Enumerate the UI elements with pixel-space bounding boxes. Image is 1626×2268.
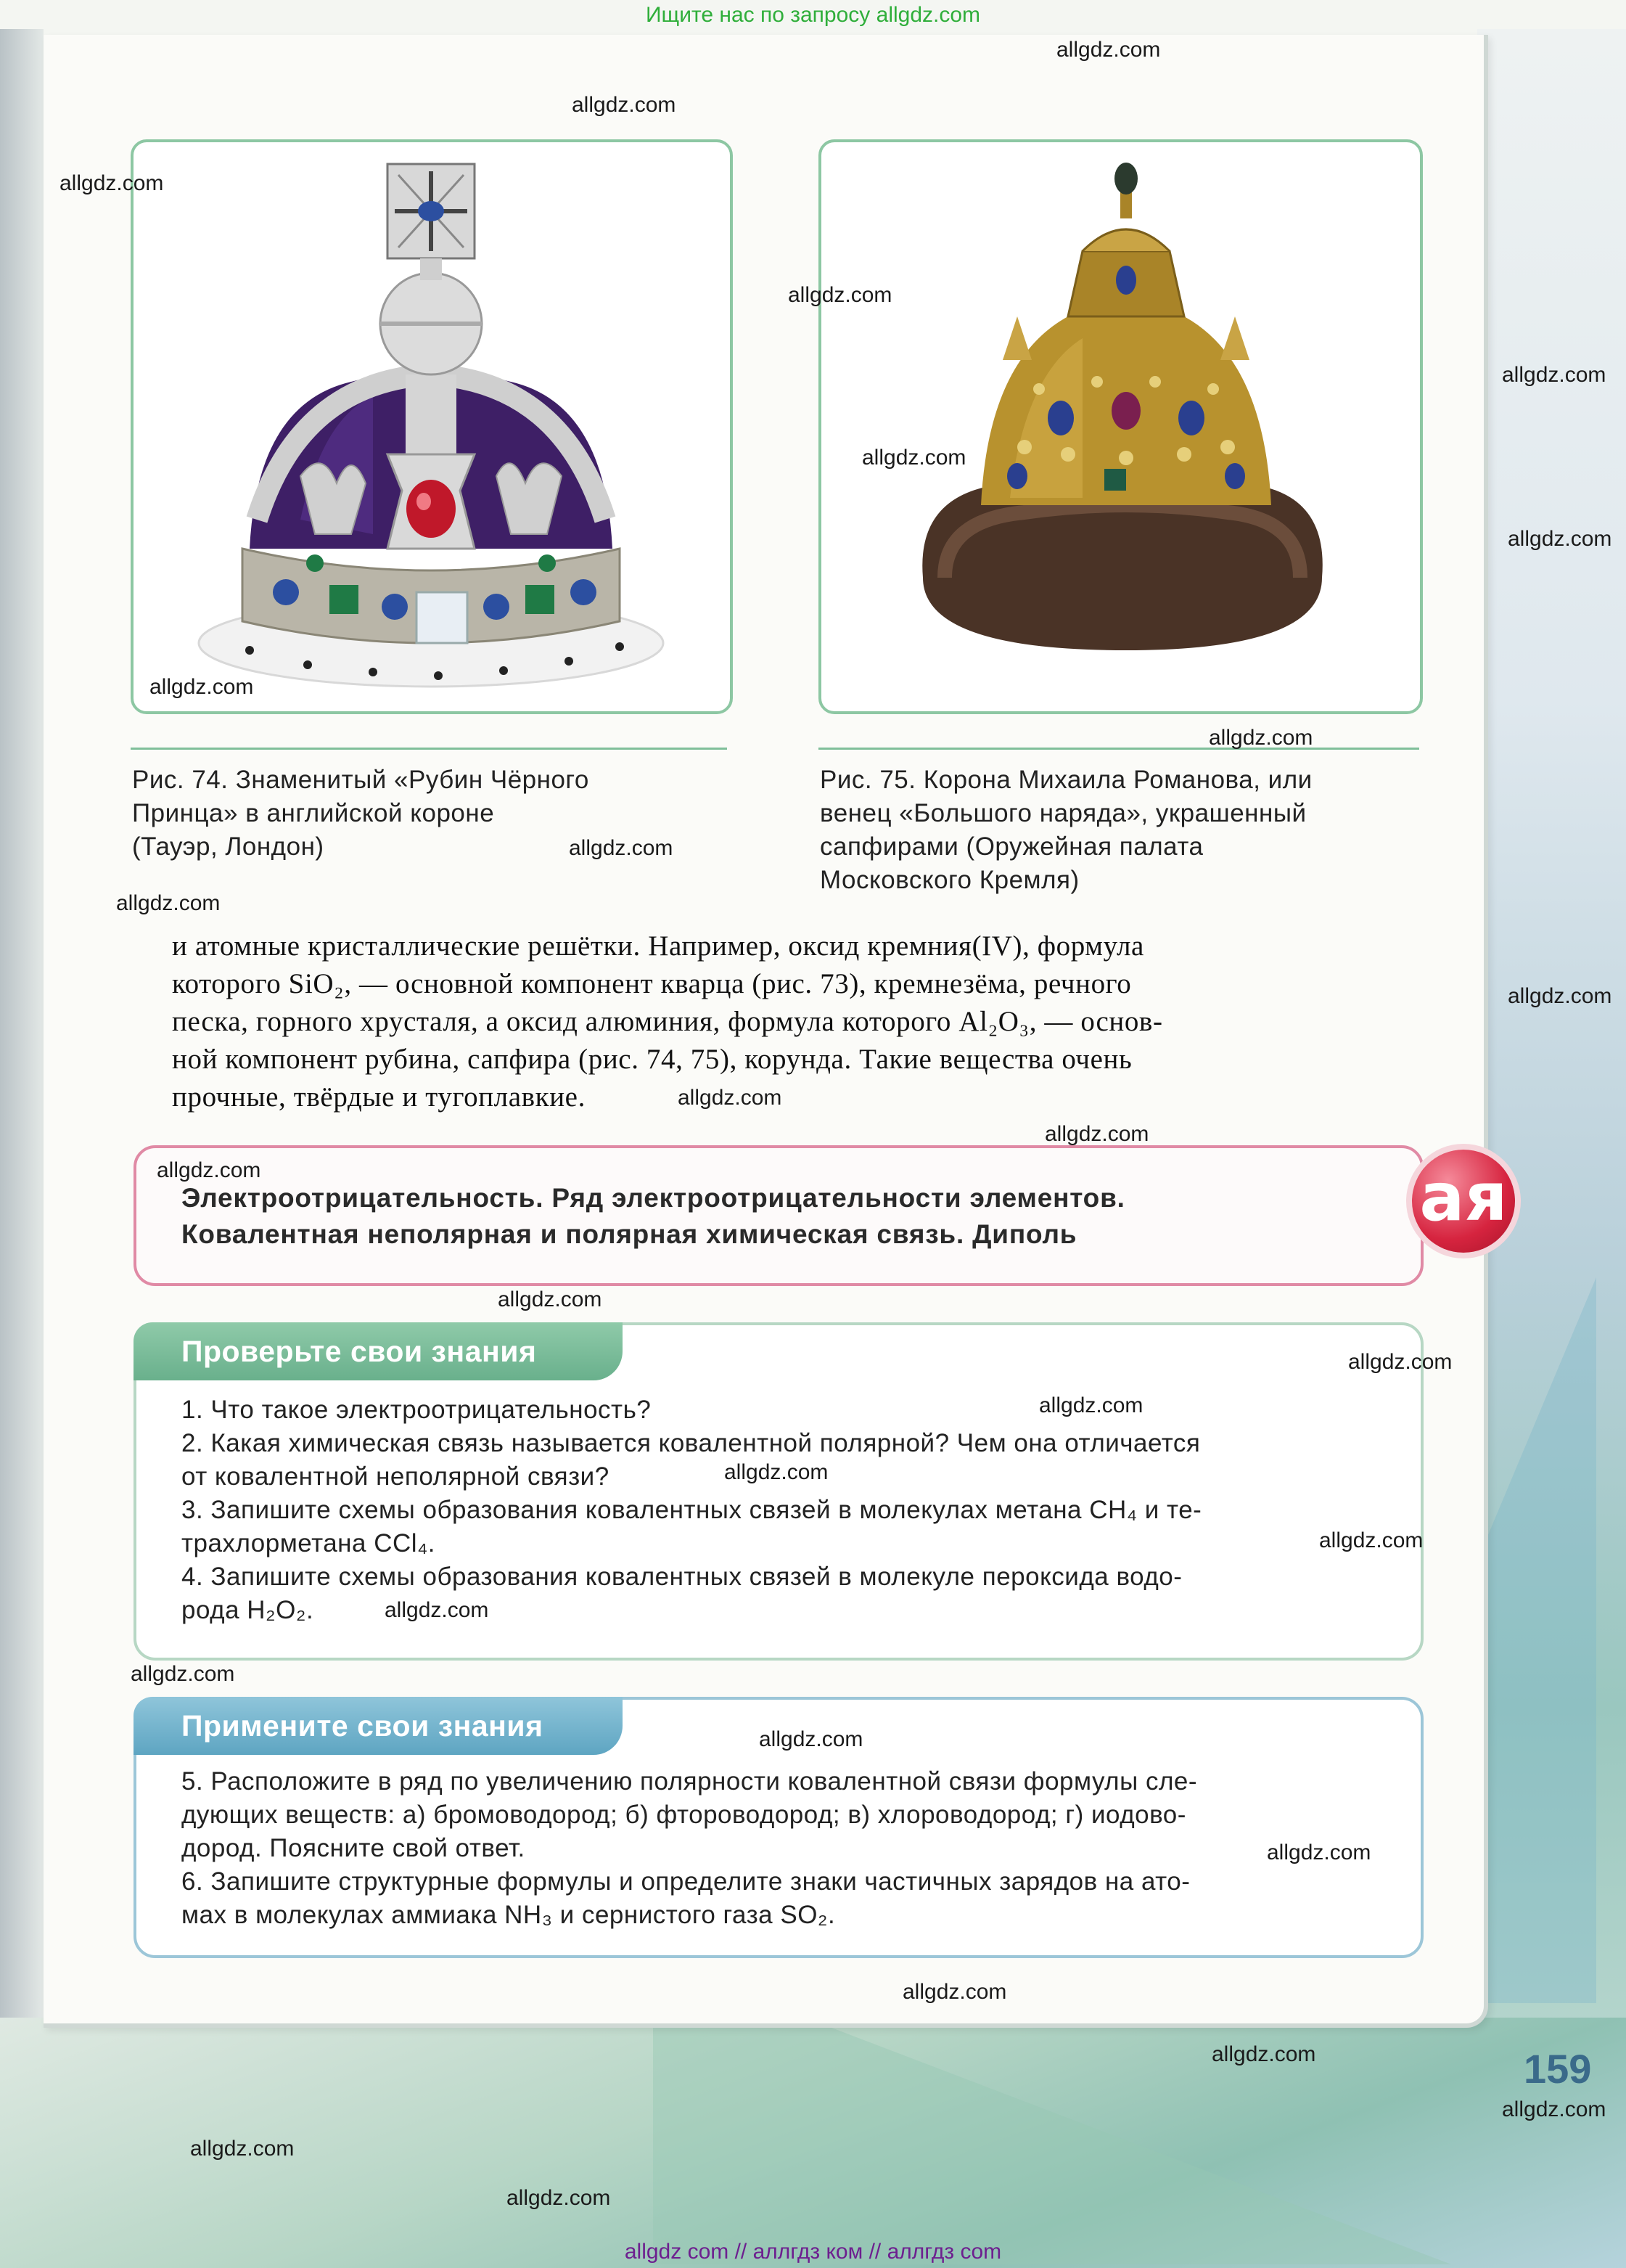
caption-line: (Тауэр, Лондон) [132,832,324,861]
question-line: трахлорметана CCl₄. [181,1529,436,1557]
watermark: allgdz.com [1212,2042,1316,2066]
watermark: allgdz.com [1502,363,1606,387]
background-left-edge [0,29,44,2268]
caption-line: Принца» в английской короне [132,799,495,827]
question-line: рода H₂O₂. [181,1596,314,1624]
watermark: allgdz.com [1039,1393,1143,1417]
body-line: которого SiO₂, — основной компонент кварца (рис. 73), кремнезёма, речного [172,968,1132,999]
body-line: песка, горного хрусталя, а оксид алюминия, формула которого Al₂O₃, — основ- [172,1006,1163,1037]
body-line: ной компонент рубина, сапфира (рис. 74, 75), корунда. Такие вещества очень [172,1044,1133,1075]
watermark: allgdz.com [903,1980,1007,2004]
question-line: дующих веществ: а) бромоводород; б) фтороводород; в) хлороводород; г) иодово- [181,1801,1186,1829]
figure-75-caption [820,763,1400,897]
watermark: allgdz.com [385,1598,489,1622]
caption-line: венец «Большого наряда», украшенный [820,799,1307,827]
check-knowledge-questions [181,1393,1379,1627]
caption-line: Рис. 75. Корона Михаила Романова, или [820,766,1313,794]
watermark: allgdz.com [1508,984,1612,1008]
crown-imperial-state-icon [134,142,730,711]
question-line: мах в молекулах аммиака NH₃ и сернистого газа SO₂. [181,1901,836,1929]
watermark: allgdz.com [569,836,673,860]
question-line: дород. Поясните свой ответ. [181,1834,525,1862]
page-number: 159 [1524,2046,1592,2092]
figure-rule [131,748,727,750]
watermark: allgdz.com [59,171,164,195]
watermark: allgdz.com [572,93,676,117]
watermark: allgdz.com [1502,2097,1606,2121]
apply-knowledge-title: Примените свои знания [134,1697,623,1755]
question-line: 6. Запишите структурные формулы и определите знаки частичных зарядов на ато- [181,1867,1191,1896]
glossary-az-icon[interactable] [1412,1150,1515,1253]
watermark: allgdz.com [1348,1350,1453,1374]
question-line: 4. Запишите схемы образования ковалентных связей в молекуле пероксида водо- [181,1563,1183,1591]
watermark: allgdz.com [498,1287,602,1311]
watermark: allgdz.com [1209,726,1313,750]
watermark: allgdz.com [149,675,254,699]
bottom-banner[interactable]: allgdz com // аллгдз ком // аллгдз com [624,2240,1002,2264]
figure-rule [818,748,1419,750]
body-line: прочные, твёрдые и тугоплавкие. [172,1081,586,1113]
watermark: allgdz.com [506,2186,611,2210]
top-banner[interactable]: Ищите нас по запросу allgdz.com [645,3,981,27]
glossary-icon-letters: ая [1419,1158,1508,1236]
watermark: allgdz.com [157,1158,261,1182]
body-paragraph [172,928,1421,1116]
caption-line: сапфирами (Оружейная палата [820,832,1204,861]
caption-line: Рис. 74. Знаменитый «Рубин Чёрного [132,766,589,794]
watermark: allgdz.com [1267,1841,1371,1864]
figure-75-frame [818,139,1423,714]
question-line: 5. Расположите в ряд по увеличению полярности ковалентной связи формулы сле- [181,1767,1198,1796]
watermark: allgdz.com [862,446,966,470]
watermark: allgdz.com [1508,527,1612,551]
watermark: allgdz.com [1319,1528,1424,1552]
key-terms-line: Электроотрицательность. Ряд электроотрицательности элементов. [181,1183,1125,1213]
watermark: allgdz.com [678,1086,782,1110]
question-line: 1. Что такое электроотрицательность? [181,1396,652,1424]
key-terms-line: Ковалентная неполярная и полярная химическая связь. Диполь [181,1219,1077,1249]
body-line: и атомные кристаллические решётки. Например, оксид кремния(IV), формула [172,930,1144,962]
watermark: allgdz.com [724,1460,829,1484]
watermark: allgdz.com [116,891,221,915]
question-line: 2. Какая химическая связь называется ковалентной полярной? Чем она отличается [181,1429,1201,1457]
watermark: allgdz.com [1056,38,1161,62]
figure-74-frame [131,139,733,714]
caption-line: Московского Кремля) [820,866,1080,894]
watermark: allgdz.com [759,1727,863,1751]
watermark: allgdz.com [131,1662,235,1686]
key-terms-text [181,1180,1371,1253]
check-knowledge-title: Проверьте свои знания [134,1322,623,1380]
question-line: от ковалентной неполярной связи? [181,1462,609,1491]
watermark: allgdz.com [190,2137,295,2161]
watermark: allgdz.com [1045,1122,1149,1146]
question-line: 3. Запишите схемы образования ковалентных связей в молекулах метана CH₄ и те- [181,1496,1202,1524]
crown-mikhail-romanov-icon [821,142,1420,711]
apply-knowledge-questions [181,1765,1379,1932]
watermark: allgdz.com [788,283,892,307]
